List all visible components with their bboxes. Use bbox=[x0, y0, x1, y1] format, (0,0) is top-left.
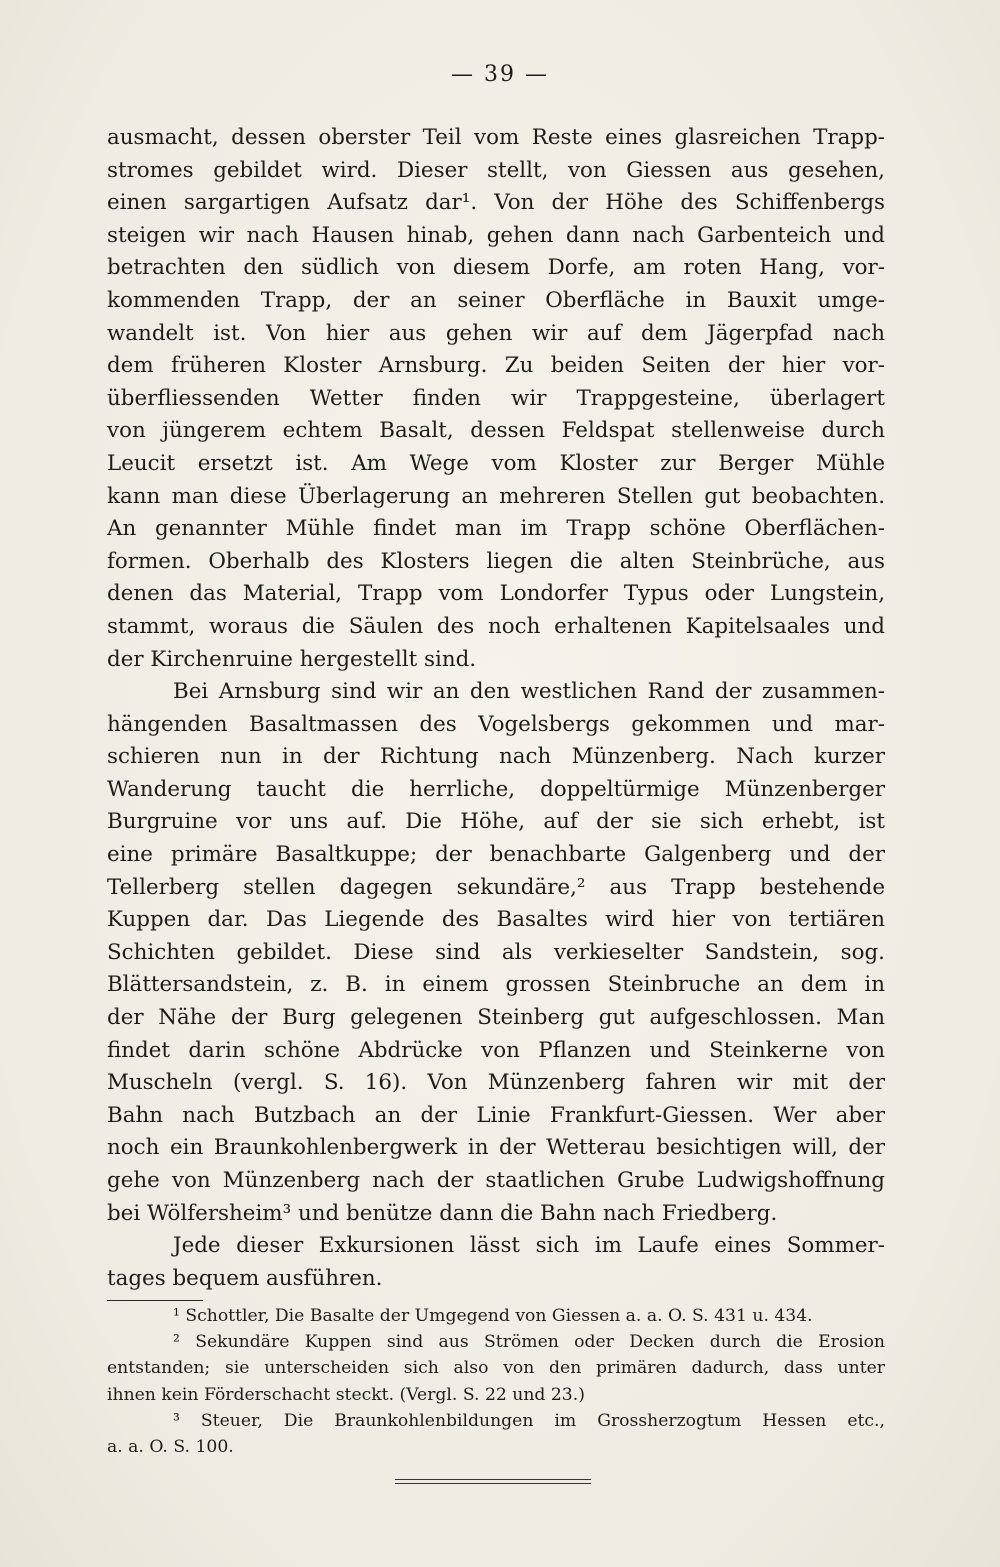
footnote-2-line: entstanden; sie unterscheiden sich also von den primären dadurch, dass unter bbox=[107, 1358, 885, 1379]
main-text bbox=[107, 122, 885, 1295]
text-line: ausmacht, dessen oberster Teil vom Reste eines glasreichen Trapp- bbox=[107, 125, 885, 150]
text-line: Tellerberg stellen dagegen sekundäre,² aus Trapp bestehende bbox=[107, 874, 885, 900]
page-number-header: — 39 — bbox=[451, 62, 549, 87]
text-line: wandelt ist. Von hier aus gehen wir auf dem Jägerpfad nach bbox=[107, 320, 885, 346]
text-line: gehe von Münzenberg nach der staatlichen Grube Ludwigshoffnung bbox=[107, 1168, 885, 1193]
text-line: eine primäre Basaltkuppe; der benachbarte Galgenberg und der bbox=[107, 842, 885, 868]
text-line: dem früheren Kloster Arnsburg. Zu beiden Seiten der hier vor- bbox=[107, 353, 885, 379]
text-line: stammt, woraus die Säulen des noch erhaltenen Kapitelsaales und bbox=[107, 613, 885, 639]
footnote-2-line: ihnen kein Förderschacht steckt. (Vergl. S. 22 und 23.) bbox=[107, 1384, 585, 1405]
text-line: von jüngerem echtem Basalt, dessen Feldspat stellenweise durch bbox=[107, 418, 885, 444]
footnote-3-line: a. a. O. S. 100. bbox=[107, 1436, 234, 1457]
text-line: kann man diese Überlagerung an mehreren Stellen gut beobachten. bbox=[107, 483, 885, 509]
text-line: Bahn nach Butzbach an der Linie Frankfurt-Giessen. Wer aber bbox=[107, 1102, 885, 1128]
footnote-2: ² Sekundäre Kuppen sind aus Strömen oder Decken durch die Erosion bbox=[173, 1332, 885, 1353]
footnote-separator bbox=[107, 1300, 203, 1301]
text-line: Schichten gebildet. Diese sind als verkieselter Sandstein, sog. bbox=[107, 939, 885, 965]
text-line: steigen wir nach Hausen hinab, gehen dann nach Garbenteich und bbox=[107, 222, 885, 248]
text-line: kommenden Trapp, der an seiner Oberfläche in Bauxit umge- bbox=[107, 287, 885, 313]
text-line: einen sargartigen Aufsatz dar¹. Von der Höhe des Schiffenbergs bbox=[107, 190, 885, 216]
footnote-1: ¹ Schottler, Die Basalte der Umgegend von Giessen a. a. O. S. 431 u. 434. bbox=[173, 1306, 813, 1326]
text-line: formen. Oberhalb des Klosters liegen die alten Steinbrüche, aus bbox=[107, 548, 885, 574]
text-line: überfliessenden Wetter finden wir Trappgesteine, überlagert bbox=[107, 385, 885, 411]
text-line: der Nähe der Burg gelegenen Steinberg gut aufgeschlossen. Man bbox=[107, 1005, 885, 1031]
paragraph-end-line: bei Wölfersheim³ und benütze dann die Bahn nach Friedberg. bbox=[107, 1200, 778, 1226]
end-ornament-rule bbox=[395, 1479, 591, 1480]
text-line: hängenden Basaltmassen des Vogelsbergs gekommen und mar- bbox=[107, 711, 885, 737]
text-line: Muscheln (vergl. S. 16). Von Münzenberg fahren wir mit der bbox=[107, 1070, 885, 1096]
paragraph-start-line: Jede dieser Exkursionen lässt sich im Laufe eines Sommer- bbox=[173, 1233, 885, 1259]
text-line: Wanderung taucht die herrliche, doppeltürmige Münzenberger bbox=[107, 776, 885, 802]
text-line: findet darin schöne Abdrücke von Pflanzen und Steinkerne von bbox=[107, 1037, 885, 1063]
text-line: noch ein Braunkohlenbergwerk in der Wetterau besichtigen will, der bbox=[107, 1135, 885, 1161]
text-line: schieren nun in der Richtung nach Münzenberg. Nach kurzer bbox=[107, 744, 885, 770]
footnotes bbox=[107, 1303, 885, 1460]
end-ornament-rule bbox=[395, 1483, 591, 1484]
paragraph-end-line: tages bequem ausführen. bbox=[107, 1265, 383, 1291]
text-line: Leucit ersetzt ist. Am Wege vom Kloster zur Berger Mühle bbox=[107, 450, 885, 476]
text-line: denen das Material, Trapp vom Londorfer Typus oder Lungstein, bbox=[107, 581, 885, 607]
paragraph-end-line: der Kirchenruine hergestellt sind. bbox=[107, 646, 477, 672]
text-line: Kuppen dar. Das Liegende des Basaltes wird hier von tertiären bbox=[107, 907, 885, 933]
text-line: An genannter Mühle findet man im Trapp schöne Oberflächen- bbox=[107, 516, 885, 542]
text-line: Burgruine vor uns auf. Die Höhe, auf der sie sich erhebt, ist bbox=[107, 809, 885, 835]
footnote-3: ³ Steuer, Die Braunkohlenbildungen im Grossherzogtum Hessen etc., bbox=[173, 1410, 885, 1431]
text-line: betrachten den südlich von diesem Dorfe, am roten Hang, vor- bbox=[107, 255, 885, 281]
paragraph-start-line: Bei Arnsburg sind wir an den westlichen Rand der zusammen- bbox=[173, 679, 885, 705]
text-line: stromes gebildet wird. Dieser stellt, von Giessen aus gesehen, bbox=[107, 157, 885, 183]
text-line: Blättersandstein, z. B. in einem grossen Steinbruche an dem in bbox=[107, 972, 885, 998]
